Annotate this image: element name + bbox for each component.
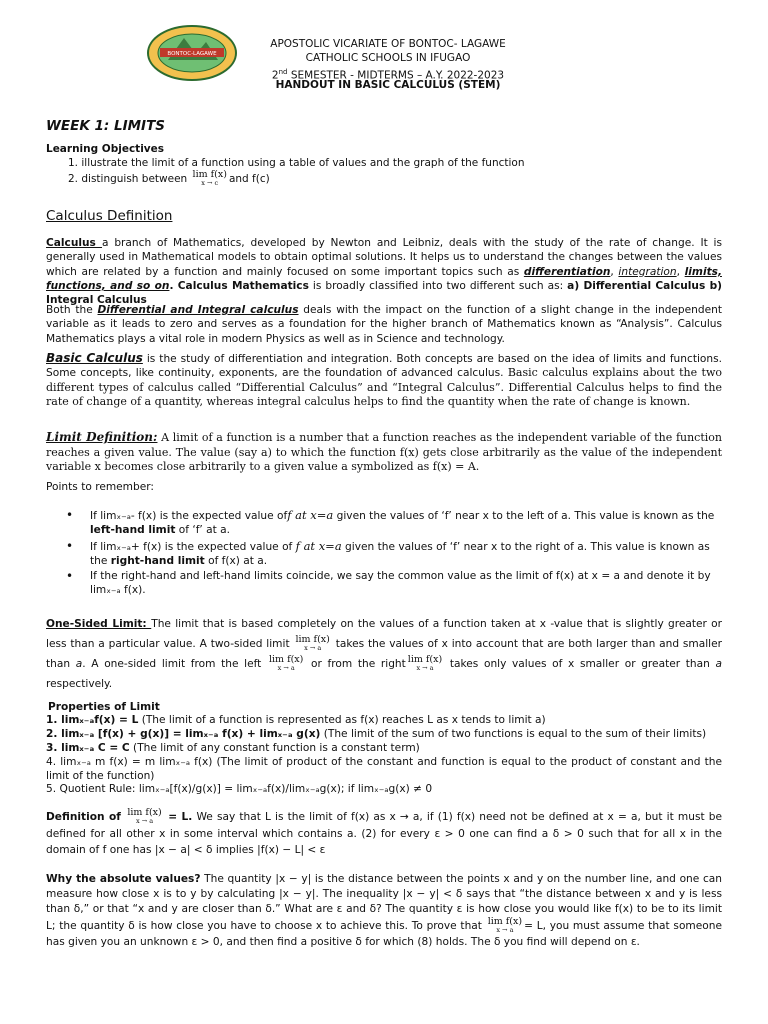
- section-title: Calculus Definition: [46, 208, 173, 224]
- header-line-4: HANDOUT IN BASIC CALCULUS (STEM): [275, 79, 501, 91]
- objectives-heading: Learning Objectives: [46, 143, 165, 155]
- limit-notation: lim f(x) x → c: [192, 169, 227, 187]
- why-paragraph: Why the absolute values? The quantity |x − y| is the distance between the points x and y on the number line, and one can measure how close x is to y by calculating |x − y|. The inequality |x − y| < δ says that “the distance between x and y is less than δ,” or that “x and y are closer than δ.” What are ε and δ? The quantity ε is how close you would like f(x) to be to its limit L; the quantity δ is how close you have to choose x to achieve this. To prove that lim f(x) x → a = L, you must assume that someone has given you an unknown ε > 0, and then find a positive δ for which (8) holds. The δ you find will depend on ε.: [46, 873, 722, 948]
- point-2: If limₓ₋ₐ+ f(x) is the expected value of f at x=a given the values of ‘f’ near x to the right of a. This value is known as the right-hand limit of f(x) at a.: [90, 539, 710, 568]
- header-line-3: 2nd SEMESTER - MIDTERMS – A.Y. 2022-2023: [271, 68, 505, 82]
- bullet-1: •: [66, 508, 74, 522]
- bullet-3: •: [66, 569, 74, 583]
- points-heading: Points to remember:: [46, 481, 154, 493]
- objective-2: 2. distinguish between lim f(x) x → c and f(c): [68, 169, 270, 187]
- definition-paragraph: Definition of lim f(x) x → a = L. We say that L is the limit of f(x) as x → a, if (1) f(x) need not be defined at x = a, but it must be defined for all other x in some interval which contains a. (2) for every ε > 0 one can find a δ > 0 such that for all x in the domain of f one has |x − a| < δ implies |f(x) − L| < ε: [46, 807, 723, 856]
- properties-heading: Properties of Limit: [48, 701, 160, 713]
- limit-definition-paragraph: Limit Definition: A limit of a function is a number that a function reaches as the independent variable of the function reaches a given value. The value (say a) to which the function f(x) gets close arbitrarily as the value of the independent variable x becomes close arbitrarily to a given value a symbolized as f(x) = A.: [46, 430, 722, 473]
- header-line-2: CATHOLIC SCHOOLS IN IFUGAO: [305, 52, 471, 64]
- point-3: If the right-hand and left-hand limits coincide, we say the common value as the limit of f(x) at x = a and denote it by limₓ₋ₐ f(x).: [90, 570, 711, 597]
- svg-text:BONTOC-LAGAWE: BONTOC-LAGAWE: [167, 51, 217, 57]
- objective-1: 1. illustrate the limit of a function using a table of values and the graph of the function: [68, 157, 525, 169]
- point-1: If limₓ₋ₐ- f(x) is the expected value off at x=a given the values of ‘f’ near x to the left of a. This value is known as the left-hand limit of ‘f’ at a.: [90, 508, 715, 537]
- property-5: 5. Quotient Rule: limₓ₋ₐ[f(x)/g(x)] = limₓ₋ₐf(x)/limₓ₋ₐg(x); if limₓ₋ₐg(x) ≠ 0: [46, 783, 433, 795]
- calculus-paragraph: Calculus a branch of Mathematics, developed by Newton and Leibniz, deals with the study of the rate of change. It is generally used in Mathematical models to obtain optimal solutions. It helps us to understand the changes between the values which are related by a function and mainly focused on some important topics such as differentiation, integration, limits, functions, and so on. Calculus Mathematics is broadly classified into two different such as: a) Differential Calculus b) Integral Calculus: [46, 237, 723, 307]
- week-title: WEEK 1: LIMITS: [46, 118, 166, 134]
- header-line-1: APOSTOLIC VICARIATE OF BONTOC- LAGAWE: [270, 38, 506, 50]
- property-1: 1. limₓ₋ₐf(x) = L (The limit of a function is represented as f(x) reaches L as x tends to limit a): [46, 714, 546, 726]
- one-sided-paragraph: One-Sided Limit: The limit that is based completely on the values of a function taken at x -value that is slightly greater or less than a particular value. A two-sided limit lim f(x) x → a takes the values of x into account that are both larger than and smaller than a. A one-sided limit from the left lim f(x) x → a or from the right lim f(x) x → a takes only values of x smaller or greater than a respectively.: [46, 618, 722, 690]
- property-4: 4. limₓ₋ₐ m f(x) = m limₓ₋ₐ f(x) (The limit of product of the constant and function is equal to the product of constant and the limit of the function): [46, 756, 722, 783]
- property-2: 2. limₓ₋ₐ [f(x) + g(x)] = limₓ₋ₐ f(x) + limₓ₋ₐ g(x) (The limit of the sum of two functions is equal to the sum of their limits): [46, 728, 707, 740]
- basic-calculus-paragraph: Basic Calculus is the study of differentiation and integration. Both concepts are based on the idea of limits and functions. Some concepts, like continuity, exponents, are the foundation of advanced calculus. Basic calculus explains about the two different types of calculus called “Differential Calculus” and “Integral Calculus”. Differential Calculus helps to find the rate of change of a quantity, whereas integral calculus helps to find the quantity when the rate of change is known.: [46, 351, 722, 409]
- property-3: 3. limₓ₋ₐ C = C (The limit of any constant function is a constant term): [46, 742, 420, 754]
- both-paragraph: Both the Differential and Integral calculus deals with the impact on the function of a slight change in the independent variable as it leads to zero and serves as a foundation for the higher branch of Mathematics known as “Analysis”. Calculus Mathematics plays a vital role in modern Physics as well as in Science and technology.: [46, 304, 723, 345]
- bullet-2: •: [66, 539, 74, 553]
